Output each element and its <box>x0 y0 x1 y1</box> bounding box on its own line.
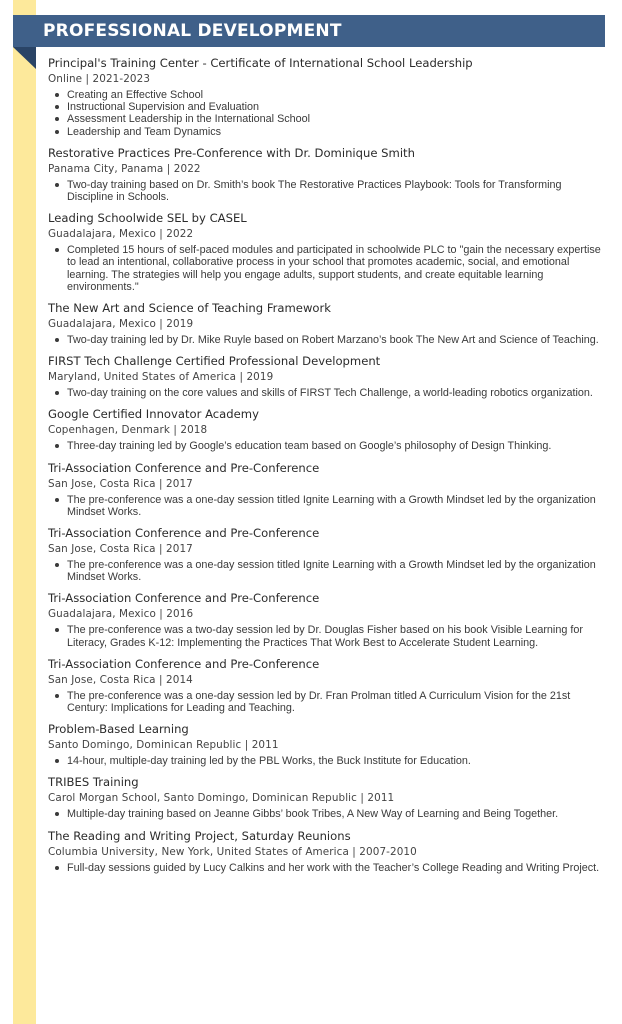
entry-title: Tri-Association Conference and Pre-Conference <box>48 591 320 606</box>
bullet-item: Instructional Supervision and Evaluation <box>48 101 604 113</box>
entry-title: Tri-Association Conference and Pre-Conference <box>48 526 320 541</box>
pd-entry <box>48 145 604 203</box>
entry-bullet-list <box>48 387 604 399</box>
entry-bullet-list <box>48 862 604 874</box>
bullet-item: Two-day training based on Dr. Smith’s book The Restorative Practices Playbook: Tools for Transforming Discipline in Schools. <box>48 179 604 203</box>
pd-entry <box>48 774 604 820</box>
bullet-item: Multiple-day training based on Jeanne Gibbs’ book Tribes, A New Way of Learning and Being Together. <box>48 808 604 820</box>
entry-title: Leading Schoolwide SEL by CASEL <box>48 211 247 226</box>
bullet-item: The pre-conference was a one-day session titled Ignite Learning with a Growth Mindset led by the organization Mindset Works. <box>48 494 604 518</box>
entry-title: FIRST Tech Challenge Certified Professional Development <box>48 354 381 369</box>
accent-strip <box>13 0 36 1024</box>
bullet-item: The pre-conference was a one-day session titled Ignite Learning with a Growth Mindset led by the organization Mindset Works. <box>48 559 604 583</box>
entry-location-date: Maryland, United States of America | 2019 <box>48 371 274 384</box>
entry-bullet-list <box>48 179 604 203</box>
entry-title: Restorative Practices Pre-Conference with Dr. Dominique Smith <box>48 145 415 160</box>
pd-entry <box>48 406 604 452</box>
pd-entry <box>48 460 604 518</box>
pd-entry <box>48 353 604 399</box>
entry-title: Google Certified Innovator Academy <box>48 407 259 422</box>
entry-bullet-list <box>48 808 604 820</box>
entry-location-date: Panama City, Panama | 2022 <box>48 162 201 175</box>
entry-location-date: Guadalajara, Mexico | 2016 <box>48 608 194 621</box>
bullet-item: Two-day training led by Dr. Mike Ruyle based on Robert Marzano’s book The New Art and Science of Teaching. <box>48 334 604 346</box>
bullet-item: Leadership and Team Dynamics <box>48 126 604 138</box>
entry-bullet-list <box>48 89 604 138</box>
banner-fold <box>13 47 36 69</box>
bullet-item: Three-day training led by Google’s education team based on Google’s philosophy of Design Thinking. <box>48 440 604 452</box>
pd-entry <box>48 656 604 714</box>
entry-location-date: Copenhagen, Denmark | 2018 <box>48 424 208 437</box>
bullet-item: The pre-conference was a one-day session led by Dr. Fran Prolman titled A Curriculum Vision for the 21st Century: Implications for Leading and Teaching. <box>48 690 604 714</box>
entry-bullet-list <box>48 244 604 293</box>
bullet-item: 14-hour, multiple-day training led by the PBL Works, the Buck Institute for Education. <box>48 755 604 767</box>
entry-title: Problem-Based Learning <box>48 722 189 737</box>
entry-bullet-list <box>48 624 604 648</box>
pd-entry <box>48 721 604 767</box>
entry-location-date: Guadalajara, Mexico | 2022 <box>48 228 194 241</box>
pd-entry <box>48 525 604 583</box>
entry-location-date: San Jose, Costa Rica | 2017 <box>48 477 193 490</box>
entry-title: TRIBES Training <box>48 775 139 790</box>
entry-bullet-list <box>48 440 604 452</box>
bullet-item: Two-day training on the core values and skills of FIRST Tech Challenge, a world-leading robotics organization. <box>48 387 604 399</box>
bullet-item: Completed 15 hours of self-paced modules and participated in schoolwide PLC to "gain the necessary expertise to lead an intentional, collaborative process in your school that promotes academic, social, and emotional learning. The strategies will help you engage adults, support students, and create equitable learning environments." <box>48 244 604 293</box>
bullet-item: The pre-conference was a two-day session led by Dr. Douglas Fisher based on his book Visible Learning for Literacy, Grades K-12: Implementing the Practices That Work Best to Accelerate Student Learning. <box>48 624 604 648</box>
entry-location-date: Online | 2021-2023 <box>48 73 151 85</box>
entry-title: Tri-Association Conference and Pre-Conference <box>48 460 320 475</box>
entry-title: Principal's Training Center - Certificate of International School Leadership <box>48 56 473 70</box>
entry-location-date: Santo Domingo, Dominican Republic | 2011 <box>48 739 279 752</box>
bullet-item: Full-day sessions guided by Lucy Calkins and her work with the Teacher’s College Reading and Writing Project. <box>48 862 604 874</box>
entry-bullet-list <box>48 690 604 714</box>
pd-entry <box>48 210 604 293</box>
entry-bullet-list <box>48 494 604 518</box>
section-title: PROFESSIONAL DEVELOPMENT <box>43 21 342 41</box>
pd-entry <box>48 828 604 874</box>
pd-entry <box>48 590 604 648</box>
bullet-item: Assessment Leadership in the International School <box>48 113 604 125</box>
entry-bullet-list <box>48 334 604 346</box>
entry-location-date: Carol Morgan School, Santo Domingo, Dominican Republic | 2011 <box>48 792 395 805</box>
entry-location-date: Guadalajara, Mexico | 2019 <box>48 318 194 331</box>
entry-bullet-list <box>48 755 604 767</box>
entry-location-date: San Jose, Costa Rica | 2017 <box>48 543 193 556</box>
entries-list <box>48 55 604 881</box>
entry-title: The New Art and Science of Teaching Framework <box>48 301 331 316</box>
pd-entry <box>48 55 604 138</box>
entry-title: The Reading and Writing Project, Saturday Reunions <box>48 828 351 843</box>
pd-entry <box>48 300 604 346</box>
entry-bullet-list <box>48 559 604 583</box>
bullet-item: Creating an Effective School <box>48 89 604 101</box>
entry-location-date: Columbia University, New York, United States of America | 2007-2010 <box>48 845 417 858</box>
entry-title: Tri-Association Conference and Pre-Conference <box>48 656 320 671</box>
entry-location-date: San Jose, Costa Rica | 2014 <box>48 673 193 686</box>
